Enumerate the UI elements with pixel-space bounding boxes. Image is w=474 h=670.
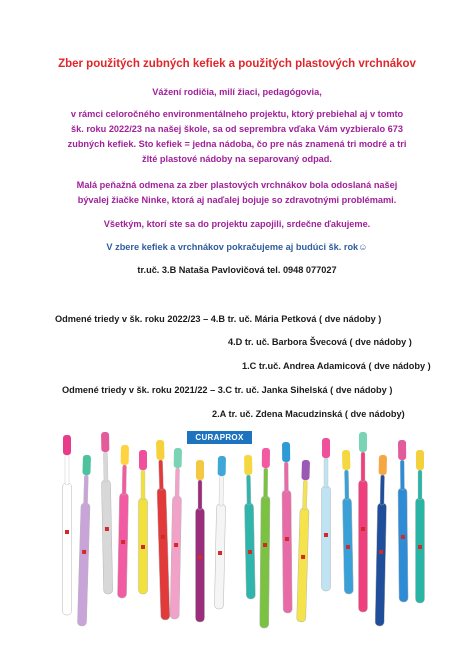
toothbrush-icon [63,435,72,615]
paragraph-reward [20,178,454,208]
award-line: Odmené triedy v šk. roku 2021/22 – 3.C tr. uč. Janka Sihelská ( dve nádoby ) [62,385,393,395]
toothbrush-icon [416,450,425,603]
paragraph-line: žlté plastové nádoby na separovaný odpad. [142,154,332,164]
toothbrush-icon [375,455,387,626]
award-line: 2.A tr. uč. Zdena Macudzinská ( dve nádoby) [212,409,405,419]
paragraph-line: bývalej žiačke Ninke, ktorá aj naďalej bojuje so zdravotnými problémami. [77,195,397,205]
award-line: Odmené triedy v šk. roku 2022/23 – 4.B tr. uč. Mária Petková ( dve nádoby ) [55,314,382,324]
thanks-text: Všetkým, ktorí ste sa do projektu zapojili, srdečne ďakujeme. [103,219,371,229]
contact-text: tr.uč. 3.B Nataša Pavlovičová tel. 0948 077027 [137,265,337,275]
toothbrush-icon [170,448,182,619]
toothbrush-icon [139,450,148,594]
toothbrush-icon [214,456,226,609]
toothbrush-icon [359,432,368,612]
toothbrush-icon [297,460,311,622]
document-title: Zber použitých zubných kefiek a použitých plastových vrchnákov [58,58,416,70]
paragraph-line: v rámci celoročného environmentálneho projektu, ktorý prebiehal aj v tomto [70,109,404,119]
toothbrushes-photo [0,420,474,670]
toothbrush-icon [322,438,331,591]
continue-text: V zbere kefiek a vrchnákov pokračujeme aj budúci šk. rok☺ [106,242,368,252]
toothbrush-icon [101,432,113,594]
toothbrush-icon [260,448,271,628]
toothbrush-icon [196,460,205,622]
paragraph-line: zubných kefiek. Sto kefiek = jedna nádoba, čo pre nás znamená tri modré a tri [67,139,407,149]
toothbrush-icon [282,442,293,613]
paragraph-line: šk. roku 2022/23 na našej škole, sa od seprembra vďaka Vám vyzbieralo 673 [71,124,403,134]
award-line: 1.C tr.uč. Andrea Adamicová ( dve nádoby ) [242,361,431,371]
award-line: 4.D tr. uč. Barbora Švecová ( dve nádoby ) [228,337,412,347]
toothbrush-icon [244,455,256,599]
paragraph-line: Malá peňažná odmena za zber plastových vrchnákov bola odoslaná našej [76,180,398,190]
toothbrush-icon [77,455,91,626]
toothbrush-icon [117,445,129,598]
greeting: Vážení rodičia, milí žiaci, pedagógovia, [152,87,322,97]
paragraph-collection-results [20,107,454,167]
toothbrush-icon [342,450,354,594]
toothbrush-icon [398,440,409,602]
curaprox-logo: CURAPROX [187,431,252,444]
toothbrush-icon [156,440,170,620]
